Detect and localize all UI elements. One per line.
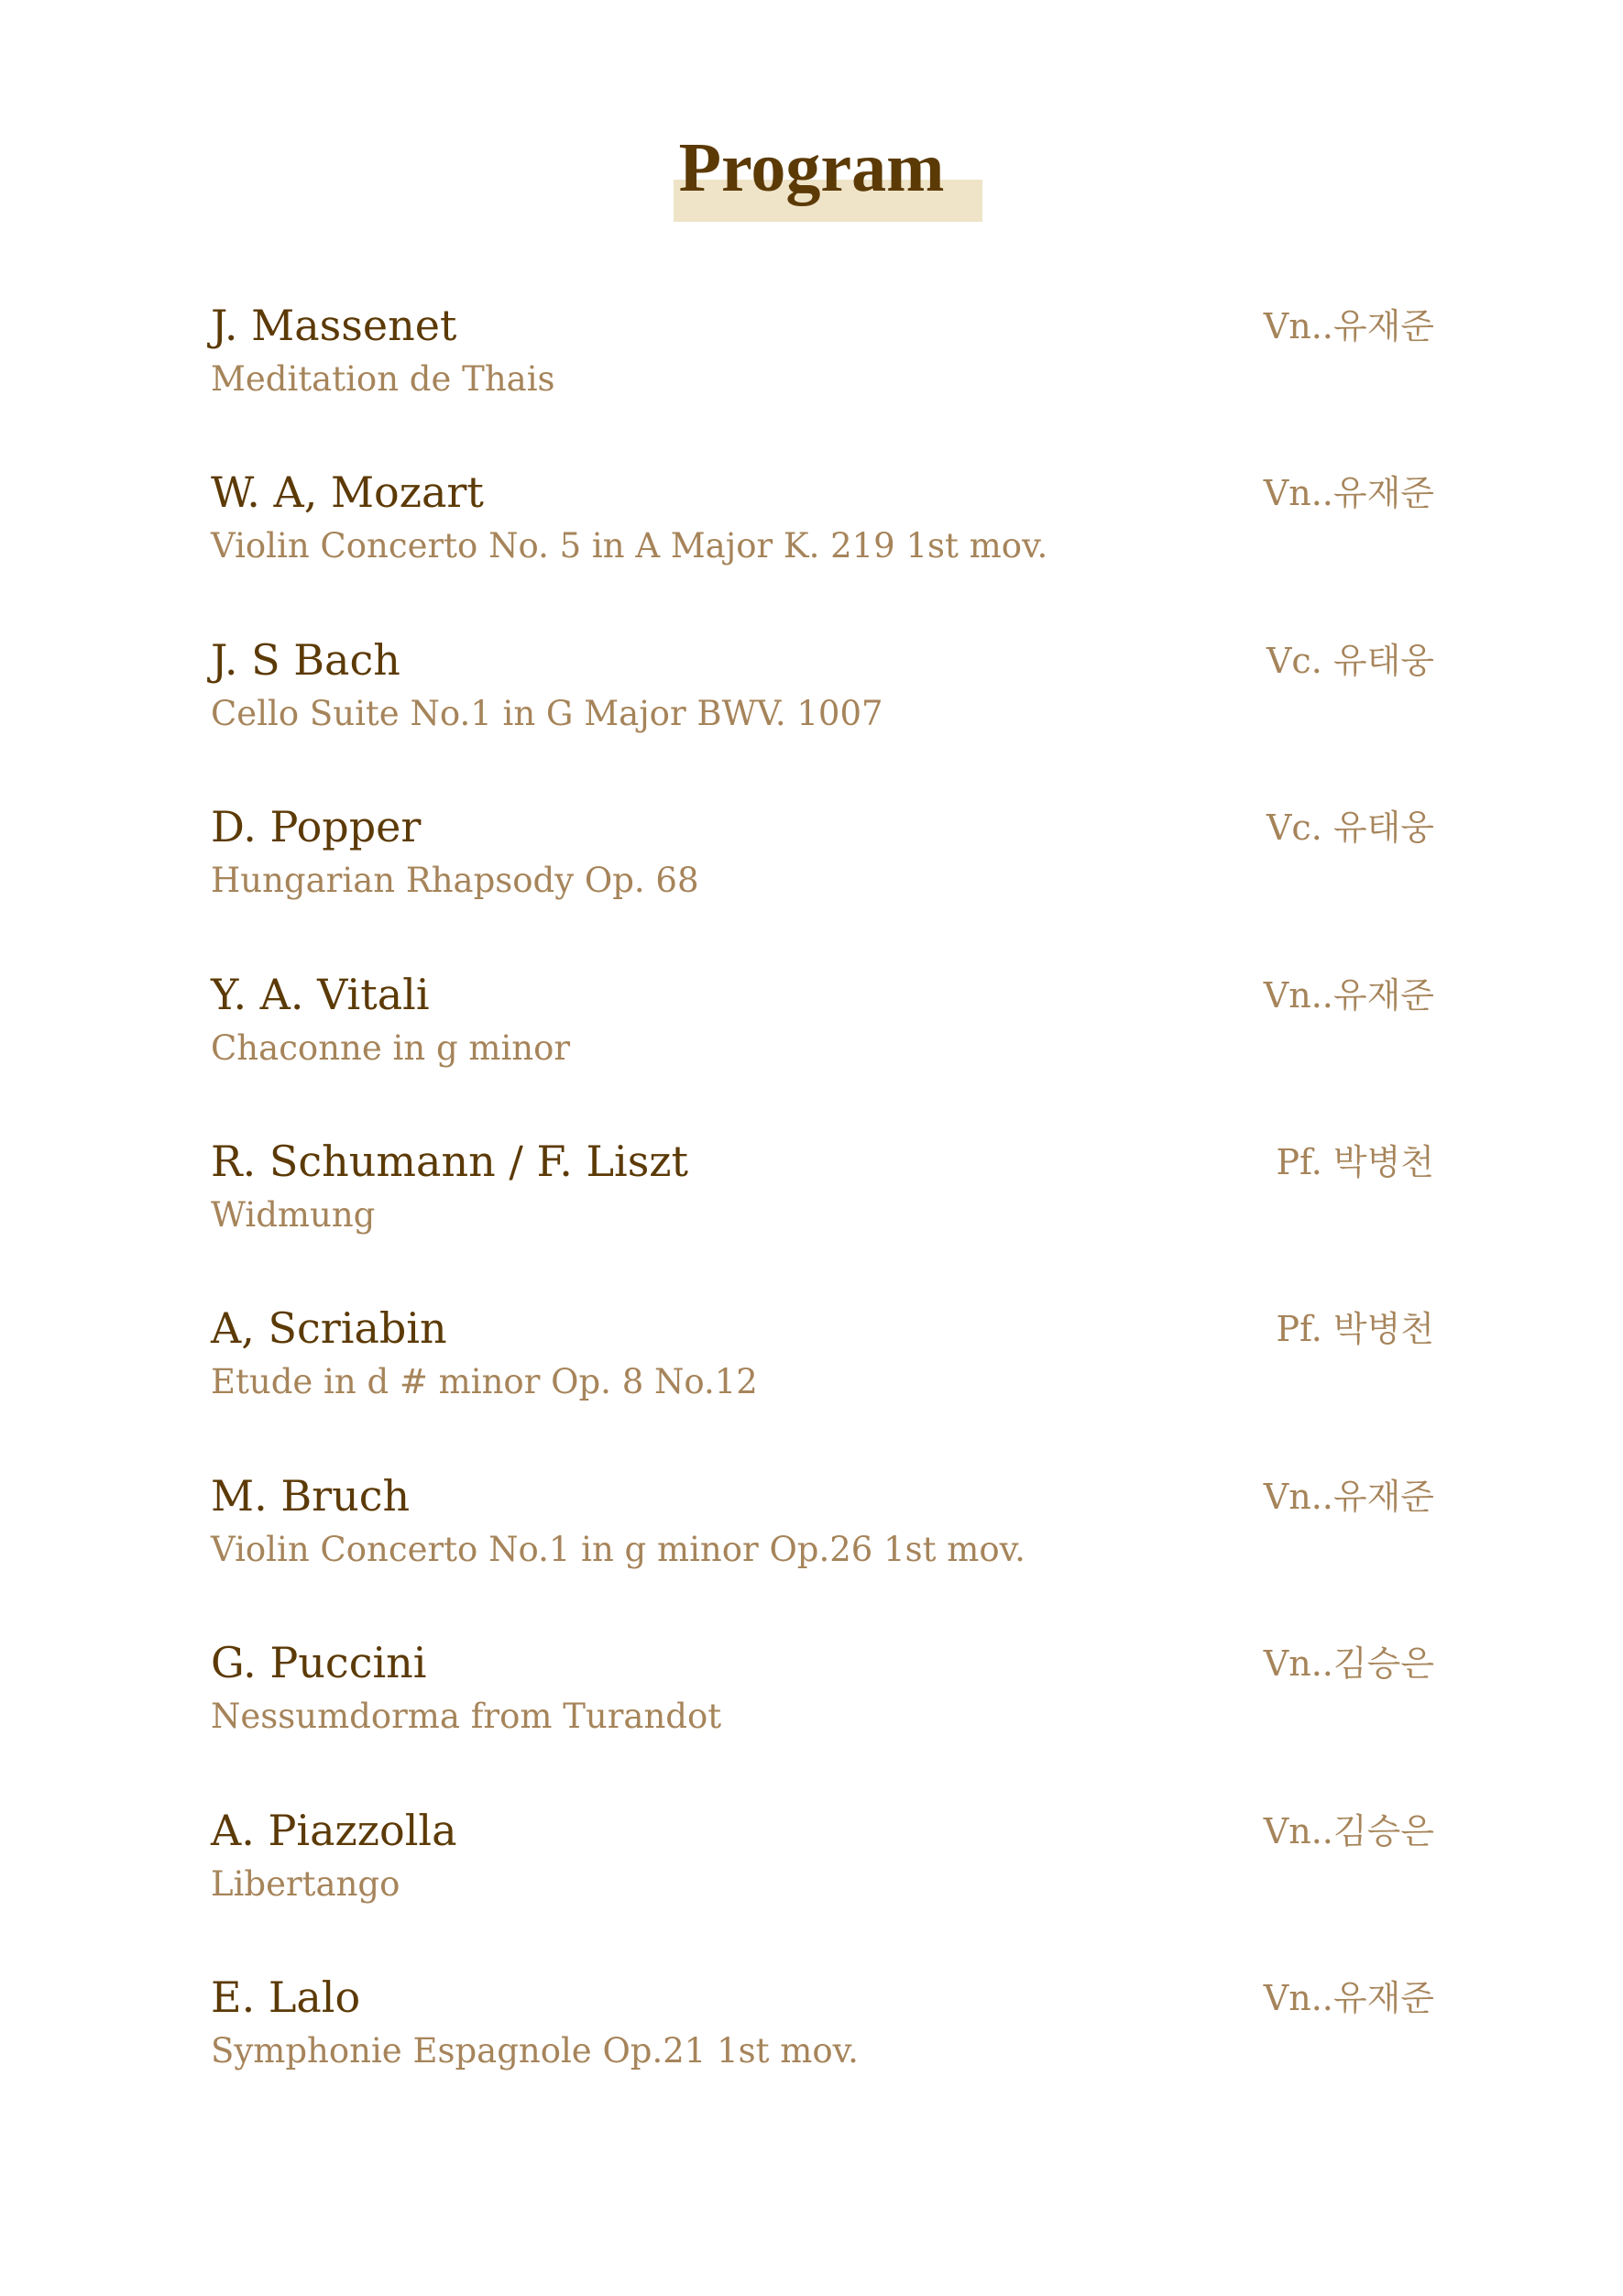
program-item — [211, 964, 1434, 1131]
program-item — [211, 630, 1434, 796]
piece-title: Libertango — [211, 1863, 400, 1904]
program-item — [211, 796, 1434, 963]
title-area — [0, 129, 1623, 206]
composer-name: E. Lalo — [211, 1972, 361, 2022]
program-item — [211, 1131, 1434, 1298]
program-item — [211, 1800, 1434, 1967]
performer-name: Vc. 유태웅 — [1266, 807, 1434, 849]
performer-name: Vc. 유태웅 — [1266, 640, 1434, 681]
composer-name: A. Piazzolla — [211, 1805, 457, 1855]
piece-title: Meditation de Thais — [211, 359, 555, 399]
piece-title: Violin Concerto No. 5 in A Major K. 219 1st mov. — [211, 526, 1048, 566]
composer-name: M. Bruch — [211, 1470, 411, 1521]
program-item — [211, 1466, 1434, 1632]
program-item — [211, 295, 1434, 462]
composer-name: J. S Bach — [211, 634, 400, 685]
piece-title: Hungarian Rhapsody Op. 68 — [211, 861, 699, 901]
performer-name: Vn..유재준 — [1263, 974, 1434, 1016]
performer-name: Vn..유재준 — [1263, 1476, 1434, 1517]
composer-name: Y. A. Vitali — [211, 969, 430, 1019]
piece-title: Symphonie Espagnole Op.21 1st mov. — [211, 2030, 859, 2071]
program-item — [211, 1298, 1434, 1465]
piece-title: Widmung — [211, 1194, 376, 1235]
composer-name: G. Puccini — [211, 1638, 427, 1688]
piece-title: Nessumdorma from Turandot — [211, 1697, 722, 1737]
performer-name: Vn..유재준 — [1263, 1977, 1434, 2018]
program-item — [211, 1632, 1434, 1799]
page-title: Program — [678, 129, 945, 206]
composer-name: W. A, Mozart — [211, 467, 484, 518]
performer-name: Pf. 박병천 — [1276, 1141, 1434, 1182]
performer-name: Vn..김승은 — [1263, 1643, 1434, 1685]
performer-name: Vn..유재준 — [1263, 473, 1434, 514]
performer-name: Pf. 박병천 — [1276, 1309, 1434, 1350]
composer-name: R. Schumann / F. Liszt — [211, 1136, 689, 1186]
performer-name: Vn..김승은 — [1263, 1810, 1434, 1851]
composer-name: J. Massenet — [211, 301, 457, 350]
composer-name: A, Scriabin — [211, 1303, 447, 1354]
piece-title: Violin Concerto No.1 in g minor Op.26 1st mov. — [211, 1529, 1025, 1569]
piece-title: Etude in d # minor Op. 8 No.12 — [211, 1362, 758, 1402]
program-item — [211, 1967, 1434, 2134]
program-list — [211, 295, 1434, 2134]
program-item — [211, 462, 1434, 629]
piece-title: Chaconne in g minor — [211, 1027, 571, 1068]
composer-name: D. Popper — [211, 802, 422, 852]
piece-title: Cello Suite No.1 in G Major BWV. 1007 — [211, 693, 883, 733]
performer-name: Vn..유재준 — [1263, 306, 1434, 346]
